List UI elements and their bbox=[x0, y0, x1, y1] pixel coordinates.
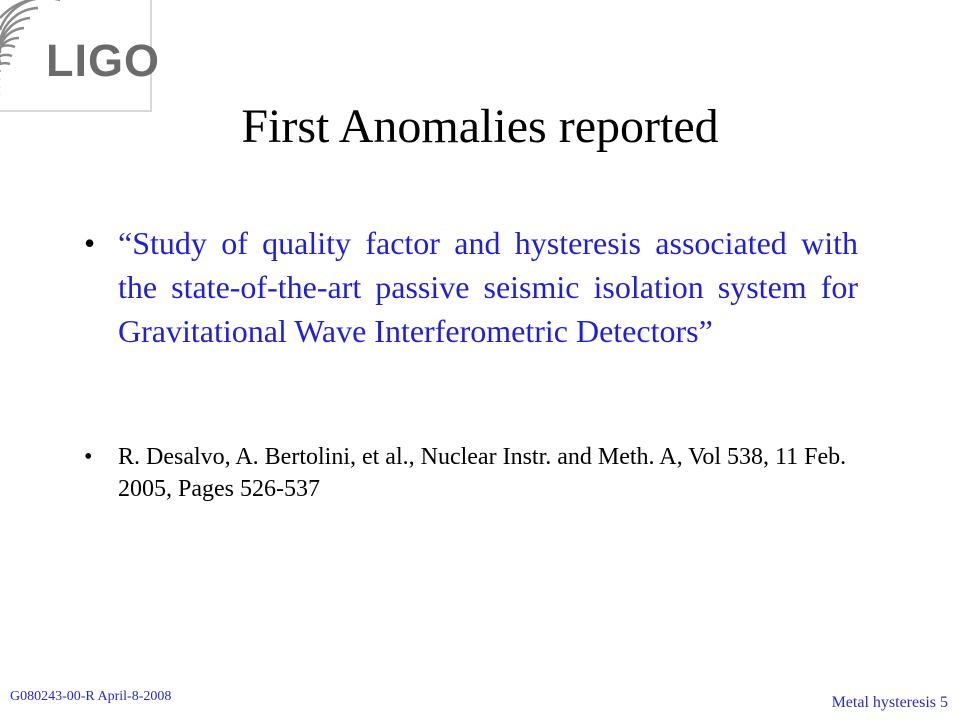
bullet-marker: • bbox=[84, 225, 96, 261]
bullet-marker: • bbox=[84, 444, 93, 470]
footer-document-id: G080243-00-R April-8-2008 bbox=[10, 689, 172, 704]
logo-text: LIGO bbox=[46, 35, 160, 86]
ligo-logo bbox=[0, 0, 160, 112]
footer-slide-number: Metal hysteresis 5 bbox=[831, 694, 948, 711]
bullet-text-citation: R. Desalvo, A. Bertolini, et al., Nuclear Instr. and Meth. A, Vol 538, 11 Feb. 2005, Pages 526-537 bbox=[118, 444, 847, 502]
bullet-text-quote: “Study of quality factor and hysteresis associated with the state-of-the-art passive seismic isolation system for Gravitational Wave Interferometric Detectors” bbox=[118, 225, 858, 349]
slide-title: First Anomalies reported bbox=[241, 100, 719, 153]
